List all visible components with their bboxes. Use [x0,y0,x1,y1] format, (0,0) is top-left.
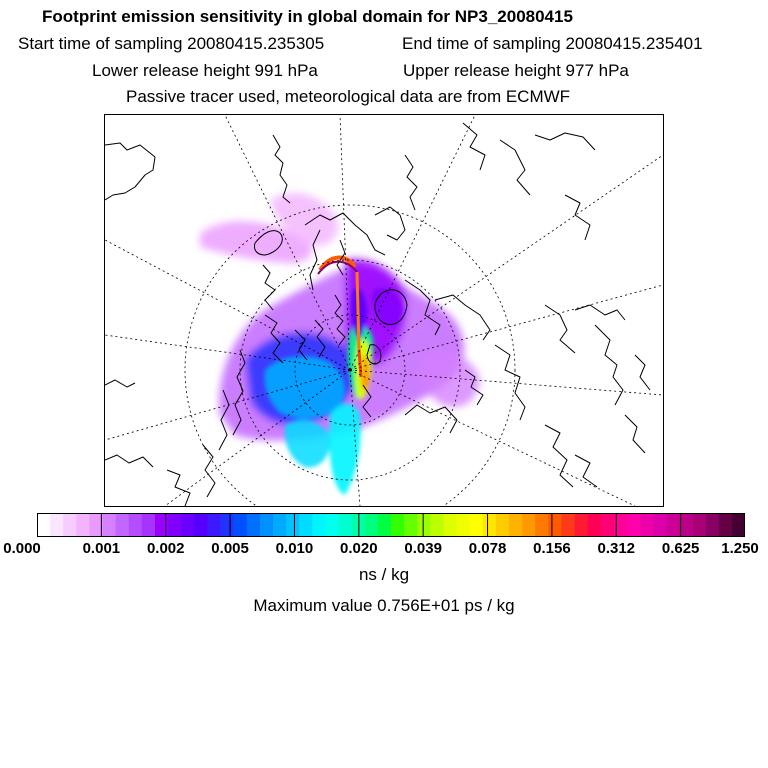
colorbar-cell [548,513,561,537]
colorbar-cell [181,513,194,537]
colorbar-cell [207,513,220,537]
colorbar-cell [194,513,207,537]
colorbar-cell [89,513,102,537]
colorbar-cell [561,513,574,537]
colorbar-cell [103,513,116,537]
colorbar-cell [653,513,666,537]
colorbar-tick-label: 0.010 [275,540,314,557]
colorbar-tick-label: 0.005 [211,540,249,557]
colorbar-cell [50,513,63,537]
colorbar-cell [155,513,168,537]
colorbar-cell [312,513,325,537]
colorbar-tick-label: 0.312 [597,540,636,557]
colorbar-cell [732,513,745,537]
colorbar-tick-label: 0.020 [340,540,378,557]
colorbar-cell [627,513,640,537]
colorbar-cell [378,513,391,537]
colorbar-tick-label: 0.039 [404,540,442,557]
colorbar-tick-label: 0.002 [146,540,185,557]
polar-map [105,115,663,506]
colorbar-cell [286,513,299,537]
map-panel [104,114,664,507]
colorbar-cell [470,513,483,537]
colorbar-cell [37,513,50,537]
colorbar-cell [706,513,719,537]
colorbar-tick-label: 0.625 [661,540,700,557]
colorbar-cell [719,513,732,537]
colorbar-tick-labels [0,540,768,560]
colorbar-cell [391,513,404,537]
start-time-label: Start time of sampling 20080415.235305 [18,34,325,53]
colorbar-cell [325,513,338,537]
colorbar-cell [640,513,653,537]
colorbar-cell [509,513,522,537]
colorbar-cell [483,513,496,537]
colorbar-cell [693,513,706,537]
end-time-label: End time of sampling 20080415.235401 [402,34,703,53]
maximum-value-label: Maximum value 0.756E+01 ps / kg [253,596,515,615]
colorbar-cell [535,513,548,537]
upper-height-label: Upper release height 977 hPa [403,61,629,80]
colorbar-cell [273,513,286,537]
colorbar-cell [430,513,443,537]
colorbar-cell [417,513,430,537]
colorbar-cell [76,513,89,537]
colorbar-tick-label: 0.001 [82,540,121,557]
colorbar-cell [339,513,352,537]
colorbar-cell [679,513,692,537]
colorbar-cell [63,513,76,537]
data-source-note: Passive tracer used, meteorological data are from ECMWF [126,87,571,106]
colorbar-cell [443,513,456,537]
colorbar-tick-label: 1.250 [721,540,759,557]
colorbar-cell [129,513,142,537]
colorbar-cell [588,513,601,537]
colorbar-cell [299,513,312,537]
colorbar-cell [234,513,247,537]
colorbar-cell [522,513,535,537]
colorbar-tick-label: 0.156 [533,540,571,557]
colorbar-cell [260,513,273,537]
colorbar-cell [116,513,129,537]
colorbar-units: ns / kg [358,565,410,584]
colorbar-tick-label: 0.078 [468,540,507,557]
colorbar-cell [404,513,417,537]
colorbar [37,513,745,537]
colorbar-cell [221,513,234,537]
colorbar-cell [457,513,470,537]
colorbar-cell [365,513,378,537]
map-title: Footprint emission sensitivity in global domain for NP3_20080415 [42,7,573,26]
colorbar-cell [496,513,509,537]
colorbar-cell [666,513,679,537]
colorbar-cell [247,513,260,537]
colorbar-cell [168,513,181,537]
lower-height-label: Lower release height 991 hPa [92,61,318,80]
colorbar-cell [601,513,614,537]
colorbar-cell [142,513,155,537]
colorbar-tick-label: 0.000 [3,540,41,557]
colorbar-cell [575,513,588,537]
